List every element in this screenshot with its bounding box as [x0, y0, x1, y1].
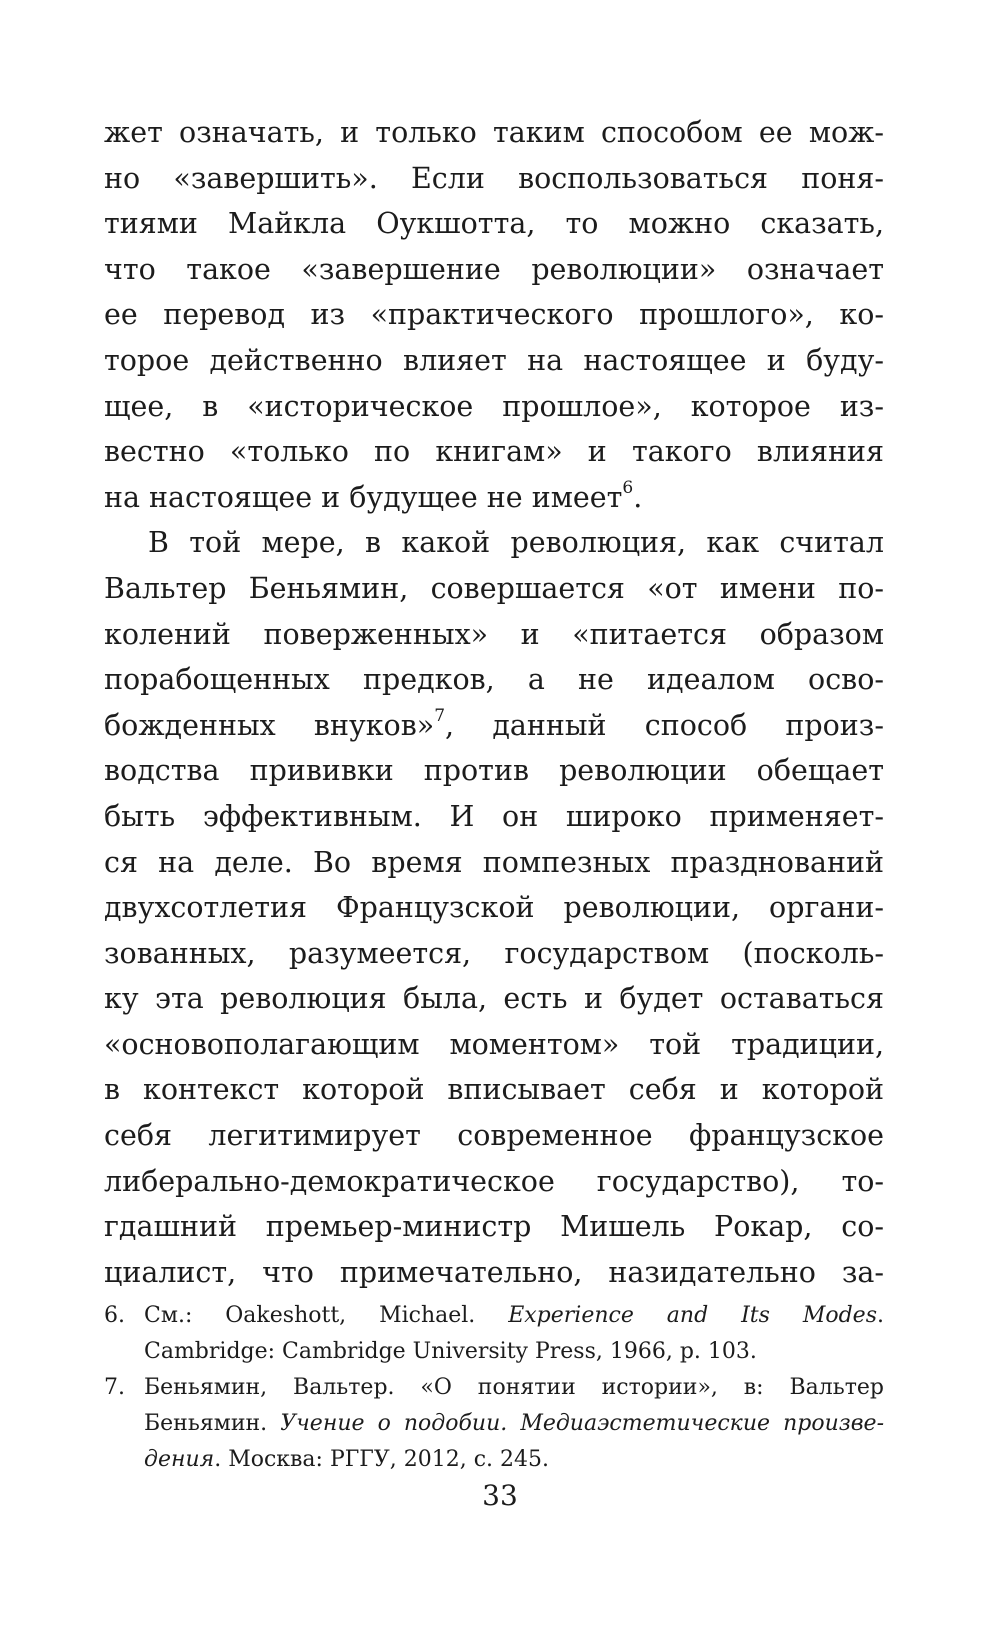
- text-line: [104, 475, 884, 521]
- text-line: «основополагающим моментом» той традиции,: [104, 1027, 884, 1061]
- text-line: ку эта революция была, есть и будет оставаться: [104, 982, 884, 1016]
- text-line: двухсотлетия Французской революции, органи-: [104, 891, 884, 925]
- footnotes: [104, 1298, 884, 1478]
- text-line: ся на деле. Во время помпезных празднований: [104, 845, 884, 879]
- text-line: водства прививки против революции обещает: [104, 754, 884, 788]
- footnote-book-title: Experience and Its Modes: [508, 1303, 877, 1328]
- footnote-text: . Москва: РГГУ, 2012, с. 245.: [214, 1447, 550, 1472]
- footnote-ref-7: 7: [434, 705, 446, 726]
- footnote-7-line: [104, 1370, 884, 1406]
- text-line: колений поверженных» и «питается образом: [104, 617, 884, 651]
- text-line: вестно «только по книгам» и такого влияния: [104, 435, 884, 469]
- footnote-text: См.: Oakeshott, Michael.: [144, 1303, 509, 1328]
- footnote-text: Беньямин.: [144, 1411, 281, 1436]
- text-segment: на настоящее и будущее не имеет: [104, 480, 623, 514]
- text-line: либерально-демократическое государство), то-: [104, 1164, 884, 1198]
- text-line: зованных, разумеется, государством (посколь-: [104, 936, 884, 970]
- text-segment: божденных внуков»: [104, 708, 435, 742]
- text-line: В той мере, в какой революция, как считал: [148, 526, 884, 560]
- text-line: гдашний премьер-министр Мишель Рокар, со-: [104, 1210, 884, 1244]
- footnote-book-title: Учение о подобии. Медиаэстетические произве-: [280, 1411, 884, 1436]
- footnote-number: 7.: [104, 1375, 125, 1400]
- main-text: [104, 110, 884, 1295]
- footnote-6-line: Cambridge: Cambridge University Press, 1966, p. 103.: [144, 1339, 757, 1364]
- text-line: себя легитимирует современное французское: [104, 1119, 884, 1153]
- text-line: циалист, что примечательно, назидательно за-: [104, 1255, 884, 1289]
- text-line: торое действенно влияет на настоящее и буду-: [104, 343, 884, 377]
- text-line: ее перевод из «практического прошлого», ко-: [104, 298, 884, 332]
- page-number: 33: [482, 1479, 518, 1512]
- text-segment: , данный способ произ-: [445, 708, 884, 742]
- text-line: быть эффективным. И он широко применяет-: [104, 799, 884, 833]
- text-line: но «завершить». Если воспользоваться поня-: [104, 161, 884, 195]
- text-line: что такое «завершение революции» означает: [104, 252, 884, 286]
- text-line: в контекст которой вписывает себя и которой: [104, 1073, 884, 1107]
- footnote-number: 6.: [104, 1303, 125, 1328]
- footnote-ref-6: 6: [622, 477, 634, 498]
- footnote-book-title: дения: [144, 1447, 215, 1472]
- text-line: порабощенных предков, а не идеалом осво-: [104, 663, 884, 697]
- footnote-7-line: [104, 1442, 884, 1478]
- text-line: [104, 703, 884, 749]
- text-line: щее, в «историческое прошлое», которое из-: [104, 389, 884, 423]
- text-line: тиями Майкла Оукшотта, то можно сказать,: [104, 207, 884, 241]
- text-line: Вальтер Беньямин, совершается «от имени по-: [104, 571, 884, 605]
- footnote-6-line: [104, 1298, 884, 1334]
- footnote-text: Беньямин, Вальтер. «О понятии истории», в: Вальтер: [144, 1375, 884, 1400]
- footnote-text: .: [877, 1303, 884, 1328]
- text-line: жет означать, и только таким способом ее мож-: [104, 116, 884, 149]
- footnote-7-line: [104, 1406, 884, 1442]
- text-segment: .: [633, 480, 643, 514]
